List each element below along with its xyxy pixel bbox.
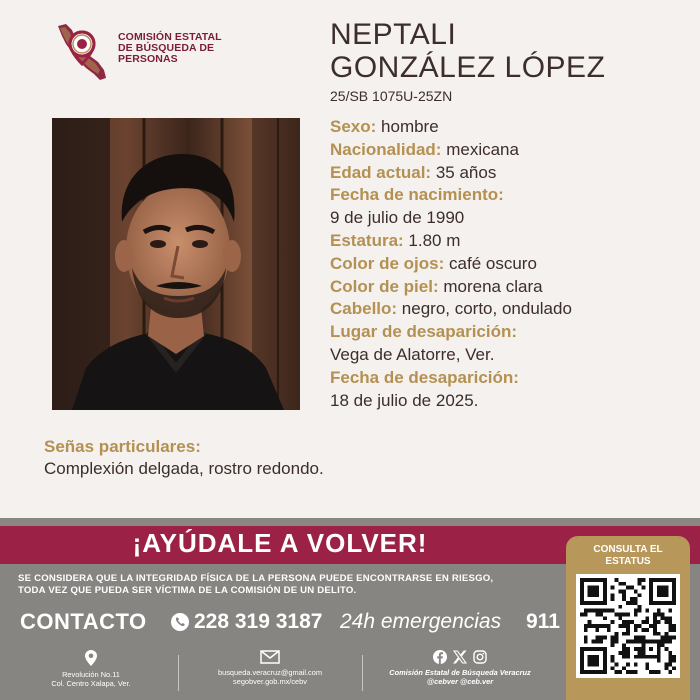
logo-line-2: DE BÚSQUEDA DE	[118, 42, 215, 54]
address-block	[16, 650, 166, 696]
email-link[interactable]: busqueda.veracruz@gmail.com	[217, 668, 323, 677]
social-name: Comisión Estatal de Búsqueda Veracruz	[389, 668, 531, 677]
emergency-label: 24h emergencias	[340, 610, 502, 633]
detail-value: Vega de Alatorre, Ver.	[330, 344, 495, 364]
qr-title-line-2: ESTATUS	[605, 555, 651, 567]
detail-label: Estatura:	[330, 230, 404, 250]
email-block	[190, 650, 350, 696]
detail-value: 35 años	[435, 162, 497, 182]
detail-label: Fecha de desaparición:	[330, 367, 519, 387]
detail-label: Nacionalidad:	[330, 139, 442, 159]
address-line-2: Col. Centro Xalapa, Ver.	[51, 679, 131, 688]
qr-title	[566, 544, 690, 567]
veracruz-map-pin-icon	[52, 22, 114, 82]
folio-number: 25/SB 1075U-25ZN	[330, 88, 453, 104]
envelope-icon	[260, 650, 280, 664]
detail-row	[330, 321, 690, 344]
cebv-logo	[52, 22, 242, 82]
portrait-illustration	[52, 118, 300, 410]
detail-value: hombre	[381, 117, 439, 136]
distinguishing-marks-value: Complexión delgada, rostro redondo.	[44, 459, 324, 478]
social-block	[370, 650, 550, 696]
detail-label: Fecha de nacimiento:	[330, 185, 504, 205]
detail-label: Sexo:	[330, 117, 377, 136]
slogan-text: ¡AYÚDALE A VOLVER!	[132, 528, 428, 558]
distinguishing-marks-label: Señas particulares:	[44, 437, 201, 456]
detail-label: Lugar de desaparición:	[330, 322, 518, 342]
detail-row	[330, 139, 690, 162]
detail-label: Color de ojos:	[330, 253, 445, 273]
detail-value: morena clara	[443, 276, 543, 296]
detail-row	[330, 367, 690, 390]
detail-row	[330, 230, 690, 253]
person-details	[330, 116, 690, 412]
person-name	[330, 18, 690, 84]
logo-text	[118, 32, 248, 65]
detail-label: Edad actual:	[330, 162, 432, 182]
instagram-icon[interactable]	[473, 650, 487, 664]
x-twitter-icon[interactable]	[453, 650, 467, 664]
social-handles[interactable]: @cebver @ceb.ver	[426, 677, 494, 686]
detail-row	[330, 162, 690, 185]
detail-row	[330, 390, 690, 413]
detail-label: Color de piel:	[330, 276, 439, 296]
qr-code-pattern	[580, 578, 676, 674]
detail-row	[330, 116, 690, 139]
gray-divider-band	[0, 518, 700, 526]
address-line-1: Revolución No.11	[62, 670, 120, 679]
detail-value: mexicana	[446, 139, 519, 159]
whatsapp-phone-icon	[170, 612, 190, 632]
detail-value: café oscuro	[449, 253, 537, 273]
detail-label: Cabello:	[330, 299, 398, 319]
detail-row	[330, 344, 690, 367]
detail-value: negro, corto, ondulado	[401, 299, 572, 319]
detail-value: 18 de julio de 2025.	[330, 390, 479, 410]
contact-label: CONTACTO	[20, 609, 147, 634]
person-name-line-2: GONZÁLEZ LÓPEZ	[330, 51, 606, 84]
status-qr-panel	[566, 536, 690, 700]
detail-row	[330, 298, 690, 321]
logo-line-3: PERSONAS	[118, 53, 178, 65]
distinguishing-marks	[44, 436, 644, 480]
detail-value: 1.80 m	[408, 230, 461, 250]
website-link[interactable]: segobver.gob.mx/cebv	[233, 677, 307, 686]
contact-phone[interactable]: 228 319 3187	[194, 610, 323, 633]
detail-row	[330, 184, 690, 207]
logo-line-1: COMISIÓN ESTATAL	[118, 31, 222, 43]
qr-title-line-1: CONSULTA EL	[593, 544, 663, 555]
location-pin-icon	[85, 650, 97, 666]
footer-separator	[178, 655, 179, 691]
qr-code[interactable]	[576, 574, 680, 678]
contact-row	[20, 609, 565, 637]
detail-row	[330, 276, 690, 299]
person-photo	[52, 118, 300, 410]
risk-warning	[18, 573, 558, 596]
person-name-line-1: NEPTALI	[330, 18, 457, 51]
facebook-icon[interactable]	[433, 650, 447, 664]
risk-warning-line-1: SE CONSIDERA QUE LA INTEGRIDAD FÍSICA DE LA PERSONA PUEDE ENCONTRARSE EN RIESGO,	[18, 573, 494, 584]
risk-warning-line-2: TODA VEZ QUE PUEDA SER VÍCTIMA DE LA COMISIÓN DE UN DELITO.	[18, 584, 357, 596]
detail-value: 9 de julio de 1990	[330, 208, 465, 228]
detail-row	[330, 207, 690, 230]
emergency-number[interactable]: 911	[526, 610, 560, 633]
detail-row	[330, 253, 690, 276]
social-icons	[370, 650, 550, 664]
footer-separator	[362, 655, 363, 691]
